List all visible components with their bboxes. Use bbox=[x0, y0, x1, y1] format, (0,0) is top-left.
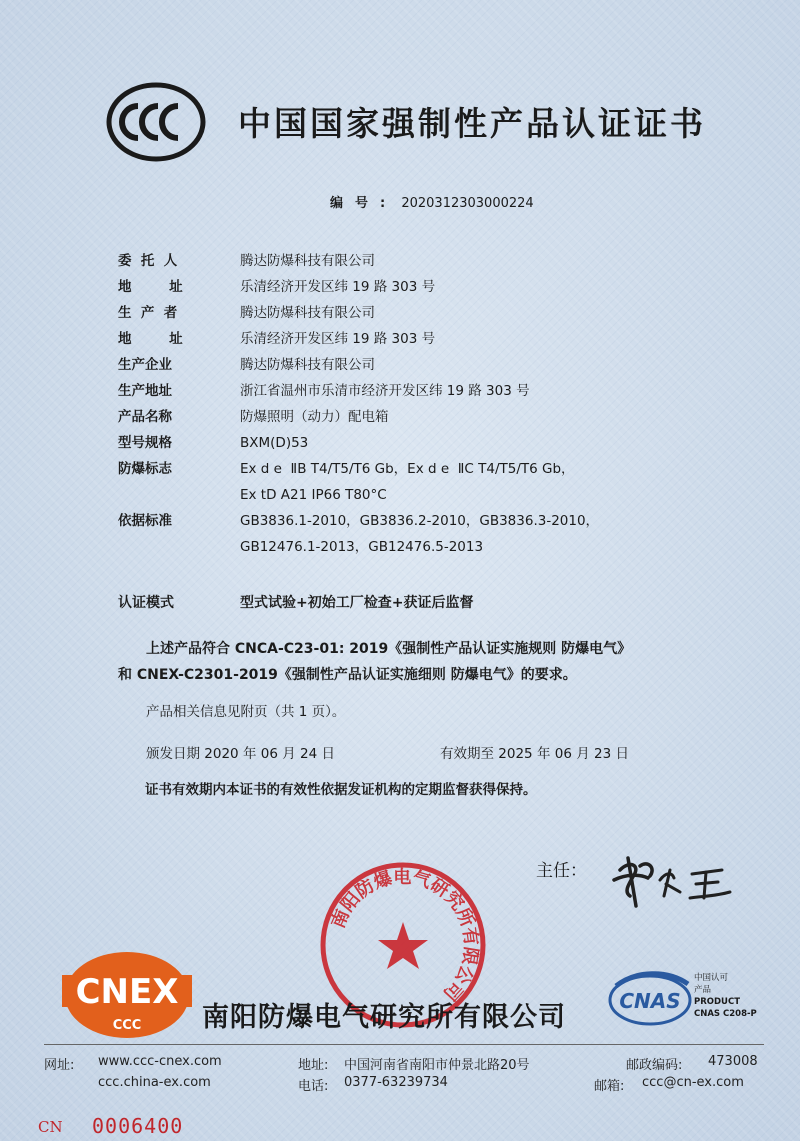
field-key: 生 产 者 bbox=[118, 305, 178, 321]
field-key: 地 址 bbox=[118, 279, 183, 295]
seal-text: 南阳防爆电气研究所有限公司 bbox=[327, 866, 482, 1005]
field-row bbox=[118, 378, 738, 404]
compliance-statement bbox=[118, 636, 698, 688]
field-value: 乐清经济开发区纬 19 路 303 号 bbox=[240, 279, 436, 295]
footer-website-2: ccc.china-ex.com bbox=[98, 1075, 211, 1090]
field-value: 浙江省温州市乐清市经济开发区纬 19 路 303 号 bbox=[240, 383, 530, 399]
field-value: GB3836.1-2010，GB3836.2-2010，GB3836.3-2010， bbox=[240, 513, 600, 529]
field-row bbox=[118, 248, 738, 274]
certificate-number bbox=[330, 192, 534, 211]
cnas-line: CNAS C208-P bbox=[694, 1009, 757, 1019]
field-value: 防爆照明（动力）配电箱 bbox=[240, 409, 389, 425]
ccc-mark-icon bbox=[106, 82, 206, 162]
cnex-logo-icon bbox=[62, 945, 192, 1040]
validity-note: 证书有效期内本证书的有效性依据发证机构的定期监督获得保持。 bbox=[145, 782, 537, 798]
cnas-line: 产品 bbox=[694, 985, 712, 995]
valid-until: 有效期至 2025 年 06 月 23 日 bbox=[440, 746, 629, 762]
field-value: GB12476.1-2013，GB12476.5-2013 bbox=[240, 539, 484, 555]
field-value: Ex tD A21 IP66 T80°C bbox=[240, 487, 387, 503]
director-label: 主任： bbox=[536, 861, 587, 881]
certification-mode-value: 型式试验+初始工厂检查+获证后监督 bbox=[240, 595, 474, 611]
field-value: 腾达防爆科技有限公司 bbox=[240, 357, 375, 373]
field-value: BXM(D)53 bbox=[240, 435, 309, 451]
cnas-line: 中国认可 bbox=[694, 973, 729, 983]
field-key bbox=[118, 534, 240, 560]
serial-prefix: CN bbox=[38, 1118, 63, 1136]
footer-website-1: www.ccc-cnex.com bbox=[98, 1054, 222, 1069]
footer-address: 中国河南省南阳市仲景北路20号 bbox=[344, 1058, 530, 1073]
field-key: 产品名称 bbox=[118, 409, 172, 425]
field-value: Ex d e ⅡB T4/T5/T6 Gb，Ex d e ⅡC T4/T5/T6 Gb， bbox=[240, 461, 575, 477]
statement-line: 和 CNEX-C2301-2019《强制性产品认证实施细则 防爆电气》的要求。 bbox=[118, 667, 577, 683]
certification-mode bbox=[118, 592, 473, 612]
field-key: 生产企业 bbox=[118, 357, 172, 373]
footer-phone: 0377-63239734 bbox=[344, 1075, 448, 1090]
field-row bbox=[118, 456, 738, 482]
field-key: 地 址 bbox=[118, 331, 183, 347]
organization-name: 南阳防爆电气研究所有限公司 bbox=[202, 1002, 566, 1033]
cnex-logo-subtext: CCC bbox=[112, 1018, 142, 1033]
issue-date: 颁发日期 2020 年 06 月 24 日 bbox=[146, 746, 335, 762]
footer-postcode-label: 邮政编码: bbox=[626, 1058, 683, 1073]
field-key: 防爆标志 bbox=[118, 461, 172, 477]
footer-divider bbox=[44, 1044, 764, 1045]
signature-icon bbox=[600, 840, 740, 910]
cnas-line: PRODUCT bbox=[694, 997, 740, 1007]
field-key bbox=[118, 482, 240, 508]
field-row bbox=[118, 482, 738, 508]
field-row bbox=[118, 326, 738, 352]
cnex-logo-text: CNEX bbox=[75, 972, 179, 1012]
field-value: 乐清经济开发区纬 19 路 303 号 bbox=[240, 331, 436, 347]
footer-email-label: 邮箱: bbox=[594, 1079, 625, 1094]
certificate-number-label: 编号: bbox=[330, 196, 398, 211]
field-row bbox=[118, 274, 738, 300]
footer-phone-label: 电话: bbox=[298, 1079, 329, 1094]
footer-postcode: 473008 bbox=[708, 1054, 758, 1069]
field-row bbox=[118, 430, 738, 456]
attachment-note: 产品相关信息见附页（共 1 页）。 bbox=[146, 704, 346, 720]
field-row bbox=[118, 300, 738, 326]
serial-number: 0006400 bbox=[92, 1114, 184, 1138]
statement-line: 上述产品符合 CNCA-C23-01: 2019《强制性产品认证实施规则 防爆电气》 bbox=[146, 641, 632, 657]
field-value: 腾达防爆科技有限公司 bbox=[240, 253, 375, 269]
footer-website-label: 网址: bbox=[44, 1058, 75, 1073]
field-row bbox=[118, 352, 738, 378]
cnas-mark-icon bbox=[606, 968, 696, 1028]
field-row bbox=[118, 508, 738, 534]
field-key: 委 托 人 bbox=[118, 253, 178, 269]
field-row bbox=[118, 534, 738, 560]
field-key: 型号规格 bbox=[118, 435, 172, 451]
field-value: 腾达防爆科技有限公司 bbox=[240, 305, 375, 321]
cnas-mark-text: CNAS bbox=[619, 989, 681, 1013]
certificate-number-value: 2020312303000224 bbox=[401, 196, 534, 211]
certificate-fields bbox=[118, 248, 738, 560]
field-key: 生产地址 bbox=[118, 383, 172, 399]
field-key: 依据标准 bbox=[118, 513, 172, 529]
footer-email: ccc@cn-ex.com bbox=[642, 1075, 744, 1090]
certification-mode-label: 认证模式 bbox=[118, 595, 174, 611]
certificate-title: 中国国家强制性产品认证证书 bbox=[238, 104, 706, 143]
cnas-accreditation bbox=[694, 972, 757, 1020]
footer-address-label: 地址: bbox=[298, 1058, 329, 1073]
field-row bbox=[118, 404, 738, 430]
